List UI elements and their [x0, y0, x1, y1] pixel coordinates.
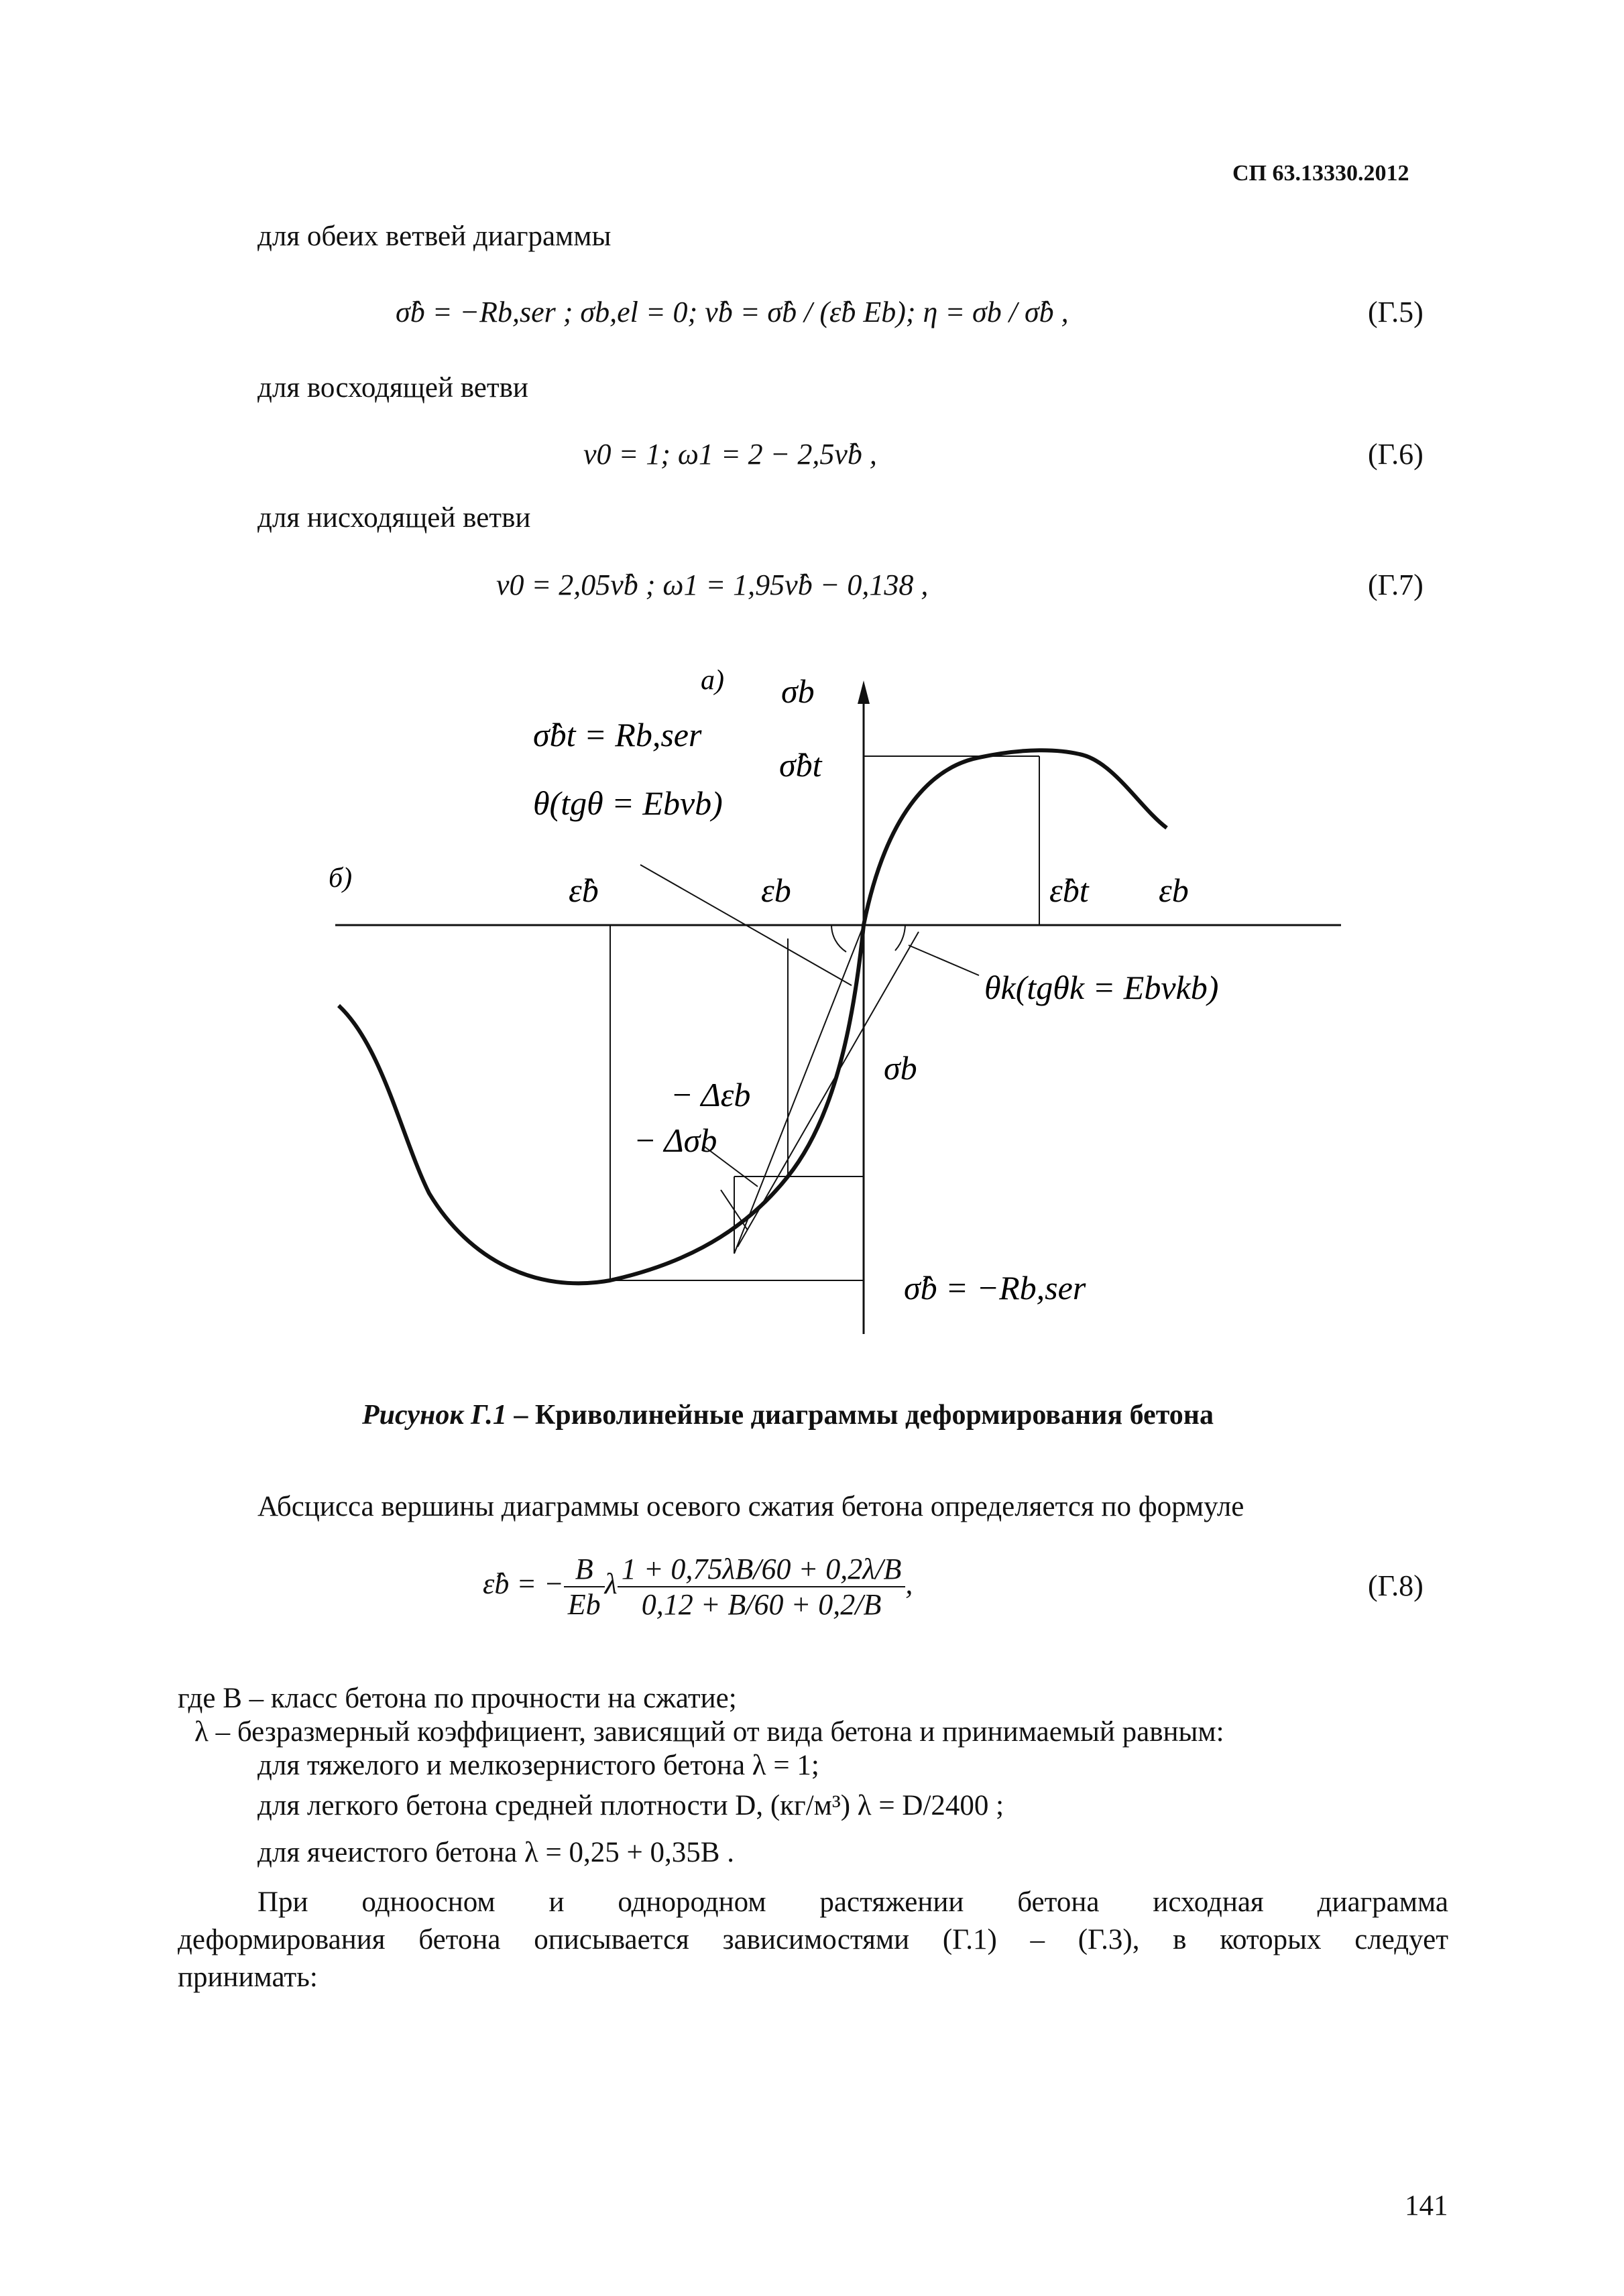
text-both-branches: для обеих ветвей диаграммы [257, 221, 612, 252]
page-number: 141 [1405, 2190, 1448, 2222]
g8-lhs: ε̂b = − [483, 1567, 564, 1601]
sigma-bt-hat-label: σ̂bt [779, 746, 822, 784]
equation-number-g7: (Г.7) [1368, 568, 1424, 601]
compression-curve [339, 925, 864, 1283]
g8-frac1-den: Eb [567, 1588, 601, 1621]
figure-caption [362, 1399, 1214, 1431]
g8-fraction-1 [564, 1552, 605, 1622]
stress-axis-arrow [858, 680, 870, 704]
text-descending: для нисходящей ветви [257, 502, 531, 534]
g8-frac2-den: 0,12 + B/60 + 0,2/B [641, 1588, 882, 1621]
equation-number-g5: (Г.5) [1368, 296, 1424, 328]
definition-b: где B – класс бетона по прочности на сжатие; [178, 1683, 737, 1714]
abscissa-intro: Абсцисса вершины диаграммы осевого сжатия бетона определяется по формуле [257, 1491, 1244, 1522]
document-code: СП 63.13330.2012 [1232, 161, 1409, 186]
tangent-line [734, 925, 864, 1254]
secant-line-k [738, 932, 919, 1247]
text-ascending: для восходящей ветви [257, 372, 528, 404]
lambda-cellular: для ячеистого бетона λ = 0,25 + 0,35B . [257, 1837, 734, 1868]
theta-arc [831, 925, 846, 952]
delta-eps-label: − Δεb [671, 1076, 751, 1113]
equation-g6: ν0 = 1; ω1 = 2 − 2,5ν̂b , [583, 438, 877, 471]
equation-g7: ν0 = 2,05ν̂b ; ω1 = 1,95ν̂b − 0,138 , [496, 568, 929, 601]
tension-paragraph-line-2: деформирования бетона описывается зависимостями (Г.1) – (Г.3), в которых следует [178, 1924, 1448, 1955]
caption-text: – Криволинейные диаграммы деформирования бетона [506, 1400, 1214, 1431]
sigma-bt-equation: σ̂bt = Rb,ser [533, 716, 702, 753]
g8-tail: , [905, 1567, 913, 1601]
lambda-light: для легкого бетона средней плотности D, (кг/м³) λ = D/2400 ; [257, 1790, 1004, 1821]
eps-b-axis-label: εb [1159, 871, 1189, 909]
delta-sigma-label: − Δσb [634, 1122, 717, 1159]
equation-number-g6: (Г.6) [1368, 438, 1424, 471]
sigma-b-bottom-equation: σ̂b = −Rb,ser [904, 1269, 1086, 1307]
label-a: а) [701, 665, 724, 696]
g8-frac1-num: B [564, 1552, 605, 1587]
g8-fraction-2 [618, 1552, 906, 1622]
caption-label: Рисунок Г.1 [362, 1400, 507, 1431]
g8-frac2-num: 1 + 0,75λB/60 + 0,2λ/B [618, 1552, 906, 1587]
eps-bt-hat-label: ε̂bt [1049, 871, 1089, 909]
lambda-heavy: для тяжелого и мелкозернистого бетона λ = 1; [257, 1750, 819, 1781]
eps-b-hat-label: ε̂b [569, 871, 599, 909]
tension-paragraph-line-3: принимать: [178, 1961, 318, 1993]
theta-k-leader [909, 945, 979, 975]
tension-paragraph-line-1: При одноосном и однородном растяжении бетона исходная диаграмма [257, 1886, 1448, 1918]
definition-lambda: λ – безразмерный коэффициент, зависящий от вида бетона и принимаемый равным: [194, 1716, 1224, 1748]
g8-lambda: λ [604, 1567, 618, 1601]
label-b: б) [329, 863, 353, 894]
theta-equation: θ(tgθ = Ebνb) [533, 784, 723, 822]
theta-k-equation: θk(tgθk = Ebνkb) [984, 969, 1219, 1006]
theta-k-arc [895, 925, 905, 951]
equation-number-g8: (Г.8) [1368, 1569, 1424, 1602]
sigma-b-axis-label: σb [781, 672, 815, 710]
sigma-b-lower-label: σb [884, 1049, 917, 1087]
eps-b-label: εb [761, 871, 791, 909]
equation-g8 [483, 1552, 913, 1622]
equation-g5: σ̂b = −Rb,ser ; σb,el = 0; ν̂b = σ̂b / (ε̂b Eb); η = σb / σ̂b , [396, 296, 1069, 328]
tension-curve [864, 750, 1167, 925]
